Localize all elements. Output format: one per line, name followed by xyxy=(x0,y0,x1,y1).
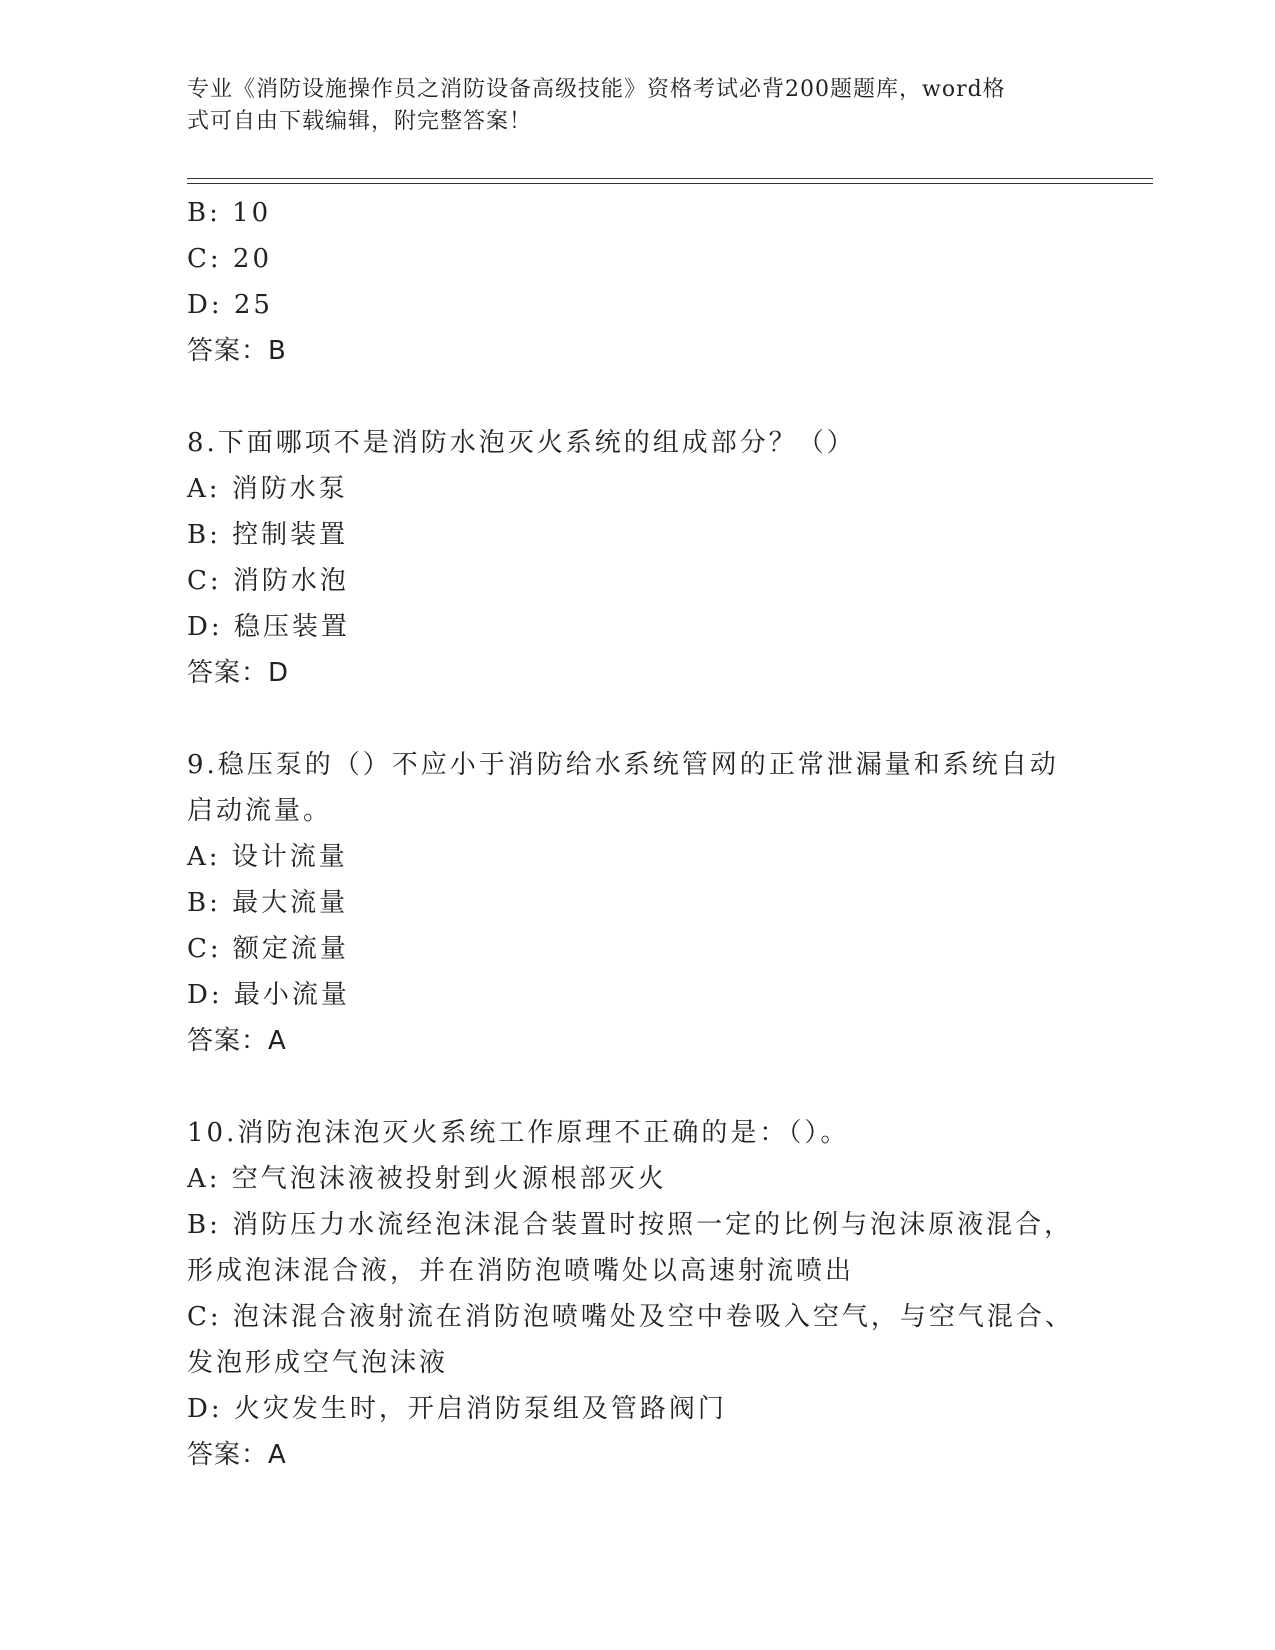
option-c: C: 额定流量 xyxy=(187,934,349,964)
question-stem: 8.下面哪项不是消防水泡灭火系统的组成部分？（） xyxy=(187,428,856,458)
question-10 xyxy=(187,1110,1074,1478)
option-a: A: 设计流量 xyxy=(187,842,348,872)
option-b: B: 10 xyxy=(187,198,272,228)
document-header xyxy=(187,74,1067,138)
header-divider-bottom xyxy=(187,183,1153,184)
option-c: C: 消防水泡 xyxy=(187,566,349,596)
header-line-1: 专业《消防设施操作员之消防设备高级技能》资格考试必背200题题库，word格 xyxy=(187,77,1006,102)
header-divider-top xyxy=(187,178,1153,179)
option-c: C: 20 xyxy=(187,244,273,274)
option-c-continued: 发泡形成空气泡沫液 xyxy=(187,1348,449,1378)
option-d: D: 最小流量 xyxy=(187,980,350,1010)
option-a: A: 空气泡沫液被投射到火源根部灭火 xyxy=(187,1164,667,1194)
answer-line: 答案：D xyxy=(187,658,290,688)
answer-line: 答案：B xyxy=(187,336,287,366)
answer-line: 答案：A xyxy=(187,1440,287,1470)
option-b-continued: 形成泡沫混合液，并在消防泡喷嘴处以高速射流喷出 xyxy=(187,1256,855,1286)
question-list xyxy=(187,190,1074,1478)
question-9 xyxy=(187,742,1067,1064)
option-d: D: 25 xyxy=(187,290,273,320)
question-8 xyxy=(187,420,1067,696)
header-line-2: 式可自由下载编辑，附完整答案！ xyxy=(187,109,533,134)
option-a: A: 消防水泵 xyxy=(187,474,348,504)
spacer xyxy=(187,374,1067,420)
question-stem-continued: 启动流量。 xyxy=(187,796,333,826)
option-c: C: 泡沫混合液射流在消防泡喷嘴处及空中卷吸入空气，与空气混合、 xyxy=(187,1302,1074,1332)
option-d: D: 稳压装置 xyxy=(187,612,350,642)
option-d: D: 火灾发生时，开启消防泵组及管路阀门 xyxy=(187,1394,727,1424)
partial-question xyxy=(187,190,1067,374)
option-b: B: 最大流量 xyxy=(187,888,349,918)
option-b: B: 消防压力水流经泡沫混合装置时按照一定的比例与泡沫原液混合， xyxy=(187,1210,1074,1240)
question-stem: 10.消防泡沫泡灭火系统工作原理不正确的是：（）。 xyxy=(187,1118,850,1148)
question-stem: 9.稳压泵的（）不应小于消防给水系统管网的正常泄漏量和系统自动 xyxy=(187,750,1059,780)
spacer xyxy=(187,1064,1067,1110)
spacer xyxy=(187,696,1067,742)
answer-line: 答案：A xyxy=(187,1026,287,1056)
option-b: B: 控制装置 xyxy=(187,520,349,550)
